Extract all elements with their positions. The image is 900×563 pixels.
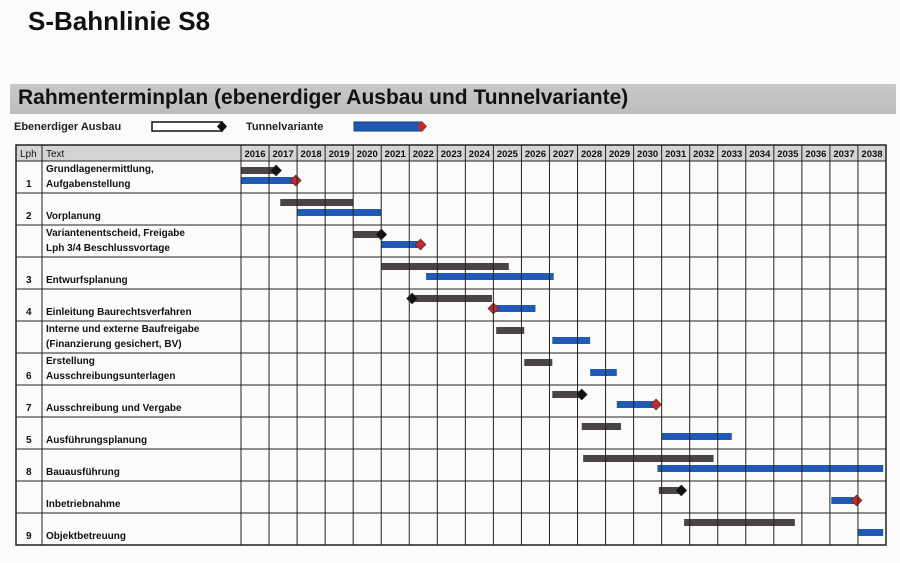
bar-ground	[496, 327, 524, 334]
bar-tunnel	[241, 177, 296, 184]
row-text: (Finanzierung gesichert, BV)	[46, 339, 182, 350]
year-label: 2034	[749, 149, 771, 160]
row-text: Entwurfsplanung	[46, 275, 128, 286]
row-lph: 9	[26, 531, 32, 542]
row-text: Inbetriebnahme	[46, 499, 121, 510]
bar-ground	[381, 263, 509, 270]
year-label: 2023	[440, 149, 462, 160]
bar-tunnel	[858, 529, 883, 536]
row-lph: 1	[26, 179, 32, 190]
row-text: Grundlagenermittlung,	[46, 164, 154, 175]
bar-tunnel	[662, 433, 732, 440]
year-label: 2017	[272, 149, 294, 160]
row-lph: 7	[26, 403, 32, 414]
year-label: 2022	[412, 149, 434, 160]
year-label: 2024	[468, 149, 490, 160]
milestone-tunnel	[651, 399, 662, 410]
year-label: 2031	[665, 149, 687, 160]
year-label: 2030	[637, 149, 659, 160]
bar-ground	[684, 519, 795, 526]
year-label: 2026	[524, 149, 547, 160]
row-text: Bauausführung	[46, 467, 120, 478]
header-lph: Lph	[20, 149, 37, 160]
row-text: Lph 3/4 Beschlussvortage	[46, 243, 170, 254]
bar-tunnel	[493, 305, 535, 312]
bar-tunnel	[657, 465, 883, 472]
milestone-ground	[271, 165, 282, 176]
milestone-tunnel	[415, 239, 426, 250]
year-label: 2029	[609, 149, 631, 160]
year-label: 2021	[384, 149, 406, 160]
year-label: 2019	[328, 149, 350, 160]
bar-tunnel	[297, 209, 381, 216]
milestone-tunnel	[290, 175, 301, 186]
year-label: 2036	[805, 149, 827, 160]
row-text: Vorplanung	[46, 211, 101, 222]
row-text: Erstellung	[46, 356, 95, 367]
milestone-tunnel	[851, 495, 862, 506]
row-text: Ausführungsplanung	[46, 435, 148, 446]
bar-ground	[524, 359, 552, 366]
page-title: S-Bahnlinie S8	[28, 6, 211, 36]
row-text: Variantenentscheid, Freigabe	[46, 228, 185, 239]
milestone-ground	[676, 485, 687, 496]
row-lph: 8	[26, 467, 32, 478]
bar-tunnel	[552, 337, 590, 344]
bar-ground	[582, 423, 621, 430]
year-label: 2025	[496, 149, 518, 160]
row-lph: 6	[26, 371, 32, 382]
row-lph: 4	[26, 307, 32, 318]
bar-ground	[280, 199, 353, 206]
year-label: 2018	[300, 149, 322, 160]
milestone-ground	[407, 293, 418, 304]
row-text: Objektbetreuung	[46, 531, 127, 542]
year-label: 2037	[833, 149, 855, 160]
row-text: Einleitung Baurechtsverfahren	[46, 307, 192, 318]
bar-tunnel	[590, 369, 617, 376]
bar-tunnel	[426, 273, 554, 280]
year-label: 2020	[356, 149, 378, 160]
year-label: 2016	[244, 149, 266, 160]
legend-label-tunnel: Tunnelvariante	[246, 121, 324, 133]
plan-title: Rahmenterminplan (ebenerdiger Ausbau und Tunnelvariante)	[18, 86, 629, 109]
header-text: Text	[46, 149, 65, 160]
year-label: 2038	[861, 149, 883, 160]
year-label: 2032	[693, 149, 715, 160]
year-label: 2033	[721, 149, 743, 160]
bar-ground	[583, 455, 713, 462]
year-label: 2028	[580, 149, 603, 160]
row-text: Ausschreibung und Vergabe	[46, 403, 182, 414]
bar-ground	[412, 295, 492, 302]
row-text: Ausschreibungsunterlagen	[46, 371, 176, 382]
legend-label-ground: Ebenerdiger Ausbau	[14, 121, 122, 133]
row-text: Interne und externe Baufreigabe	[46, 324, 200, 335]
year-label: 2027	[552, 149, 575, 160]
year-label: 2035	[777, 149, 799, 160]
row-lph: 2	[26, 211, 32, 222]
row-lph: 5	[26, 435, 32, 446]
row-lph: 3	[26, 275, 32, 286]
row-text: Aufgabenstellung	[46, 179, 131, 190]
